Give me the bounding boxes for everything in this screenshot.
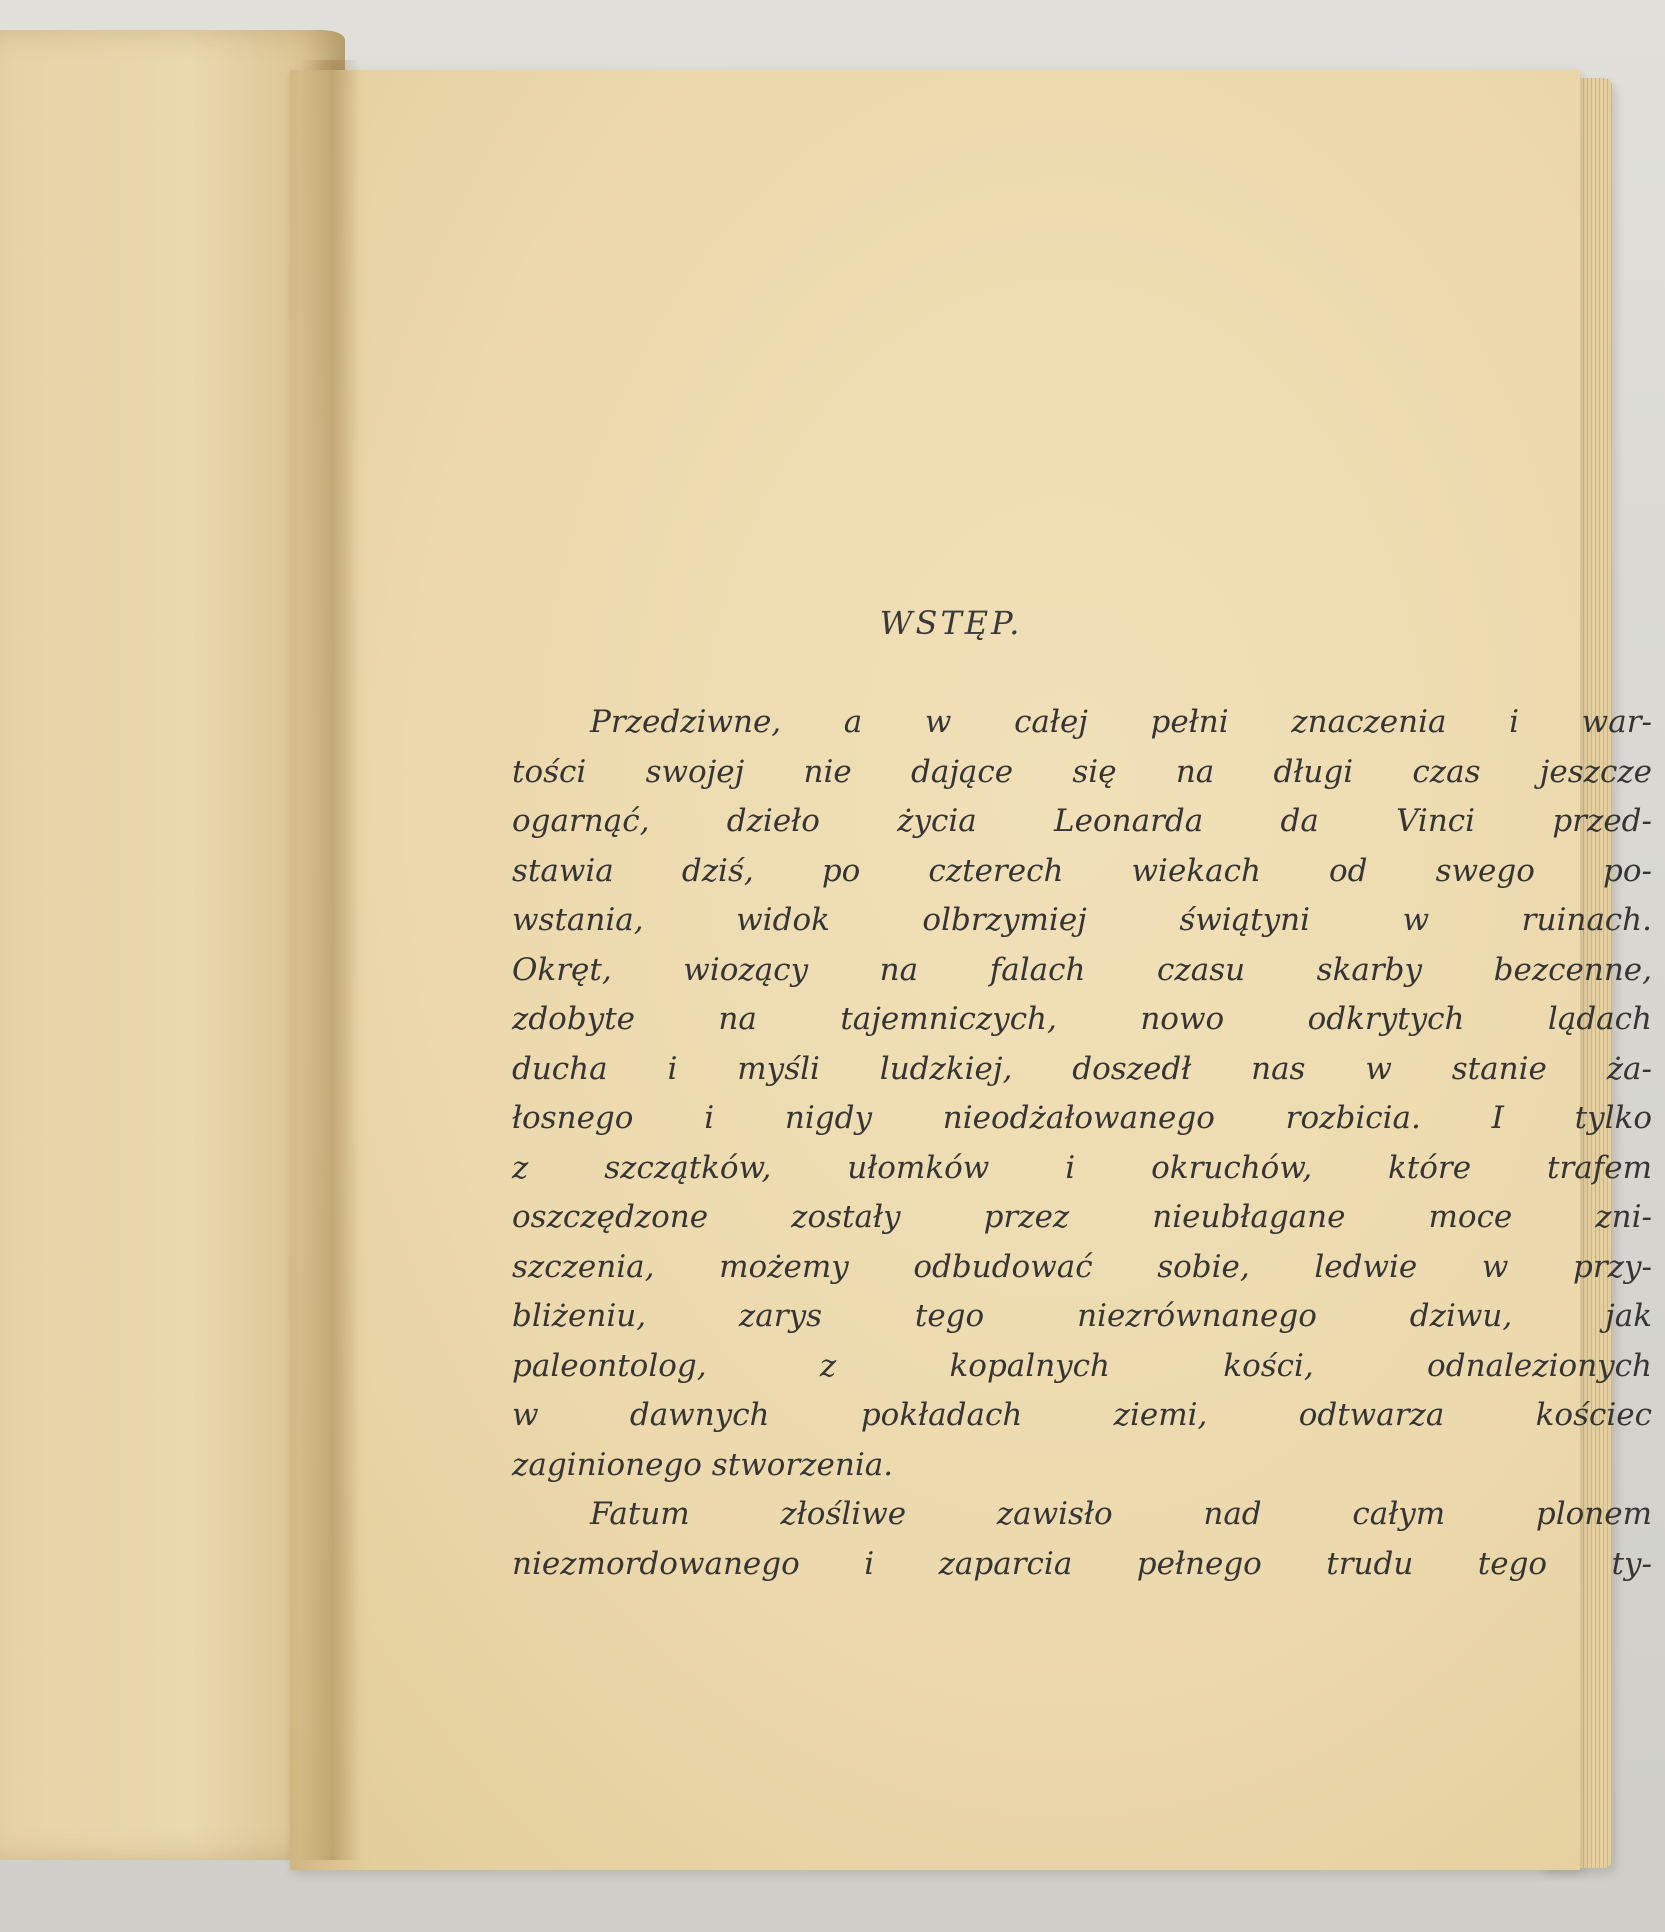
gutter-shadow [300,60,360,1860]
text-line: niezmordowanego i zaparcia pełnego trudu tego ty- [512,1545,1652,1582]
text-line: paleontolog, z kopalnych kości, odnalezionych [512,1347,1652,1384]
text-line: szczenia, możemy odbudować sobie, ledwie w przy- [512,1248,1652,1285]
text-line: z szczątków, ułomków i okruchów, które trafem [512,1149,1652,1186]
text-line: Fatum złośliwe zawisło nad całym plonem [590,1496,1652,1532]
text-line: oszczędzone zostały przez nieubłagane moce zni- [512,1199,1652,1235]
text-line: Okręt, wiozący na falach czasu skarby bezcenne, [512,951,1652,988]
text-line: łosnego i nigdy nieodżałowanego rozbicia. I tylko [512,1100,1652,1136]
text-line: bliżeniu, zarys tego niezrównanego dziwu, jak [512,1298,1652,1334]
text-line: Przedziwne, a w całej pełni znaczenia i war- [590,704,1652,740]
chapter-title: WSTĘP. [879,604,1023,642]
text-line: ogarnąć, dzieło życia Leonarda da Vinci przed- [512,803,1652,839]
text-line: zdobyte na tajemniczych, nowo odkrytych lądach [512,1001,1652,1037]
text-line: w dawnych pokładach ziemi, odtwarza kościec [512,1397,1652,1433]
text-line: zaginionego stworzenia. [512,1446,894,1483]
body-text [512,698,1652,1589]
right-page [290,70,1652,1870]
text-line: tości swojej nie dające się na długi czas jeszcze [512,753,1652,790]
text-line: ducha i myśli ludzkiej, doszedł nas w stanie ża- [512,1050,1652,1087]
text-line: stawia dziś, po czterech wiekach od swego po- [512,852,1652,889]
text-line: wstania, widok olbrzymiej świątyni w ruinach. [512,902,1652,938]
